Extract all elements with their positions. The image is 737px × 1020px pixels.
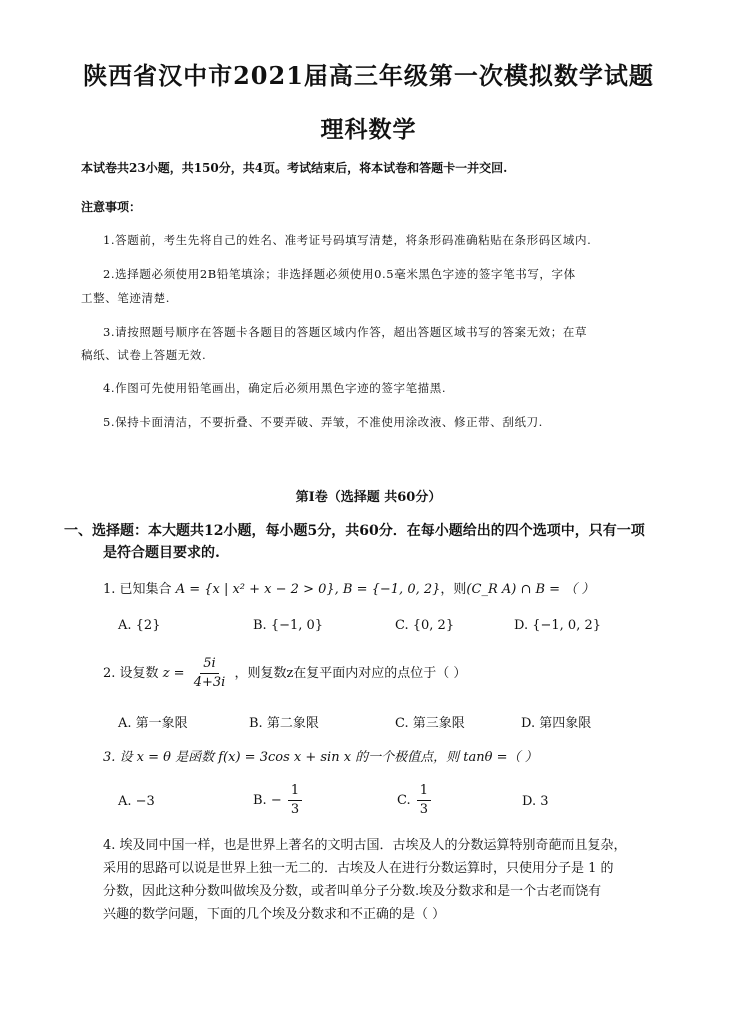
section-1-line-2: 是符合题目要求的. xyxy=(103,545,220,561)
q2-stem-a: 2. 设复数 xyxy=(103,666,159,681)
q3-option-d: D. 3 xyxy=(522,794,549,809)
q1-option-d: D. {−1, 0, 2} xyxy=(514,618,602,633)
q3-option-c xyxy=(397,782,433,819)
q2-option-d: D. 第四象限 xyxy=(521,716,592,731)
notice-heading: 注意事项： xyxy=(81,200,142,214)
q1-expression: (C_R A) ∩ B = （ ） xyxy=(466,582,595,597)
part-1-heading: 第Ⅰ卷（选择题 共60分） xyxy=(295,490,442,505)
notice-item-2: 2.选择题必须使用2B铅笔填涂；非选择题必须使用0.5毫米黑色字迹的签字笔书写，字体 xyxy=(103,267,576,281)
question-1-stem xyxy=(103,578,594,597)
q2-fraction-denominator: 4+3i xyxy=(193,675,226,690)
q2-z-eq: z = xyxy=(162,666,185,681)
q2-option-b: B. 第二象限 xyxy=(249,716,319,731)
q1-option-c: C. {0, 2} xyxy=(395,618,455,633)
q2-option-c: C. 第三象限 xyxy=(395,716,465,731)
question-2-stem xyxy=(103,655,466,692)
q3-option-b-denominator: 3 xyxy=(290,802,300,817)
q1-set-b: , B = {−1, 0, 2} xyxy=(334,582,441,597)
notice-item-5: 5.保持卡面清洁，不要折叠、不要弄破、弄皱，不准使用涂改液、修正带、刮纸刀. xyxy=(103,415,543,429)
q1-stem-a: 1. 已知集合 xyxy=(103,582,172,597)
question-4-line-4: 兴趣的数学问题，下面的几个埃及分数求和不正确的是（ ） xyxy=(103,907,446,922)
q1-option-b: B. {−1, 0} xyxy=(253,618,324,633)
q3-option-b-label: B. − xyxy=(253,793,282,808)
q1-set-a: A = {x | x² + x − 2 > 0} xyxy=(175,582,335,597)
q3-option-c-fraction xyxy=(417,782,431,819)
q3-option-c-label: C. xyxy=(397,793,411,808)
q2-stem-b: ，则复数z在复平面内对应的点位于（ ） xyxy=(234,666,467,681)
q3-option-b-fraction xyxy=(288,782,302,819)
section-1-line-1: 一、选择题：本大题共12小题，每小题5分，共60分．在每小题给出的四个选项中，只有一项 xyxy=(64,523,645,539)
q3-option-b xyxy=(253,782,304,819)
q2-option-a: A. 第一象限 xyxy=(118,716,188,731)
notice-item-2-cont: 工整、笔迹清楚. xyxy=(81,291,170,305)
q2-fraction xyxy=(191,655,229,692)
question-4-line-3: 分数，因此这种分数叫做埃及分数，或者叫单分子分数.埃及分数求和是一个古老而饶有 xyxy=(103,884,602,899)
notice-item-3: 3.请按照题号顺序在答题卡各题目的答题区域内作答，超出答题区域书写的答案无效；在草 xyxy=(103,325,588,339)
q3-option-a: A. −3 xyxy=(118,794,155,809)
exam-intro: 本试卷共23小题，共150分，共4页。考试结束后，将本试卷和答题卡一并交回. xyxy=(81,161,508,175)
q1-stem-b: ，则 xyxy=(440,582,467,597)
exam-title: 陕西省汉中市2021届高三年级第一次模拟数学试题 xyxy=(83,61,654,90)
notice-item-4: 4.作图可先使用铅笔画出，确定后必须用黑色字迹的签字笔描黑. xyxy=(103,381,447,395)
notice-item-3-cont: 稿纸、试卷上答题无效. xyxy=(81,348,207,362)
q1-option-a: A. {2} xyxy=(118,618,161,633)
q3-option-c-denominator: 3 xyxy=(419,802,429,817)
notice-item-1: 1.答题前，考生先将自己的姓名、准考证号码填写清楚，将条形码准确粘贴在条形码区域内. xyxy=(103,233,592,247)
exam-subtitle: 理科数学 xyxy=(320,116,417,143)
question-4-line-1: 4. 埃及同中国一样，也是世界上著名的文明古国．古埃及人的分数运算特别奇葩而且复杂， xyxy=(103,838,627,853)
question-4-line-2: 采用的思路可以说是世界上独一无二的．古埃及人在进行分数运算时，只使用分子是 1 的 xyxy=(103,861,614,876)
question-3-stem: 3. 设 x = θ 是函数 f(x) = 3cos x + sin x 的一个极值点，则 tanθ =（ ） xyxy=(103,750,538,765)
q3-option-c-numerator: 1 xyxy=(417,782,431,801)
q2-fraction-numerator: 5i xyxy=(200,655,218,674)
q3-option-b-numerator: 1 xyxy=(288,782,302,801)
